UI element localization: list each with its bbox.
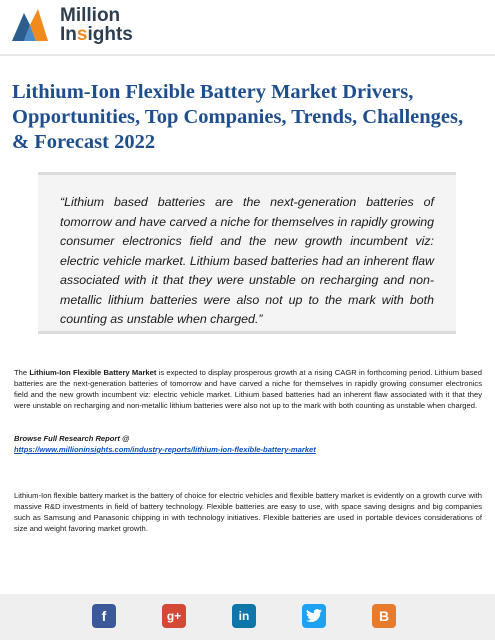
page-title: Lithium-Ion Flexible Battery Market Drivers, Opportunities, Top Companies, Trends, Challenges, & Forecast 2022	[12, 81, 464, 153]
google-plus-icon[interactable]: g+	[162, 604, 186, 628]
quote-box-bottom-border	[38, 331, 456, 334]
quote-box-top-border	[38, 172, 456, 175]
logo-line1: Million	[60, 5, 121, 26]
header-divider	[0, 54, 495, 56]
logo-text	[60, 6, 133, 44]
paragraph-intro: The Lithium-Ion Flexible Battery Market is expected to display prosperous growth at a rising CAGR in forthcoming period. Lithium based batteries are the next-generation batteries of tomorrow and have carved a niche for themselves in rapidly growing consumer electronics field and the new growth incumbent viz: electric vehicle market. Lithium based batteries had an inherent flaw associated with it that they were unstable on recharging and non-metallic lithium batteries were also not up to the mark with both counting as unstable when charged.	[14, 368, 482, 410]
browse-report-label: Browse Full Research Report @	[14, 434, 130, 443]
logo[interactable]	[10, 5, 180, 49]
facebook-icon[interactable]: f	[92, 604, 116, 628]
paragraph-details: Lithium-Ion flexible battery market is the battery of choice for electric vehicles and flexible battery market is evidently on a growth curve with massive R&D investments in field of battery technology. Flexible batteries are easy to use, with space saving designs and big companies such as Samsung and Panasonic chipping in with technology initiatives. Flexible batteries are used in portable devices considerations of size and weight favoring market growth.	[14, 491, 482, 533]
market-name: Lithium-Ion Flexible Battery Market	[29, 368, 157, 377]
twitter-icon[interactable]	[302, 604, 326, 628]
report-link[interactable]: https://www.millioninsights.com/industry-reports/lithium-ion-flexible-battery-market	[14, 445, 316, 454]
blogger-icon[interactable]: B	[372, 604, 396, 628]
quote-text: “Lithium based batteries are the next-generation batteries of tomorrow and have carved a niche for themselves in rapidly growing consumer electronics field and the new growth incumbent viz: electric vehicle market. Lithium based batteries had an inherent flaw associated with it that they were unstable on recharging and non-metallic lithium batteries were also not up to the mark with both counting as unstable when charged.”	[60, 195, 434, 326]
linkedin-icon[interactable]: in	[232, 604, 256, 628]
logo-line2: Insights	[60, 24, 133, 45]
logo-mark-icon	[10, 7, 50, 43]
